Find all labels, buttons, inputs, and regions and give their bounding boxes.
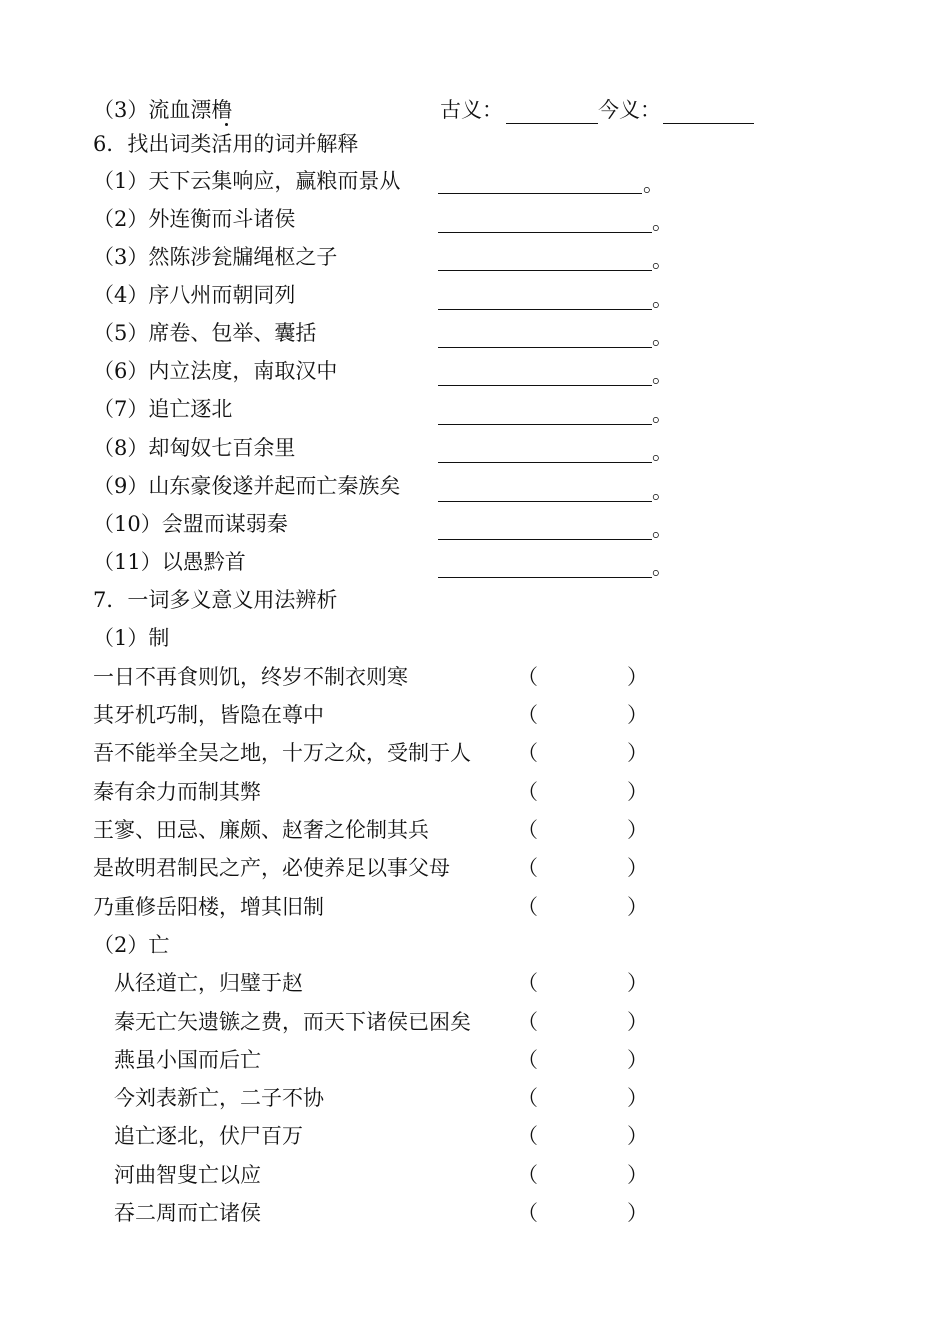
- answer-paren-open: （: [517, 818, 538, 842]
- q6-answer-blank-4[interactable]: [438, 309, 652, 310]
- q7-group-1-label: （1）制: [93, 626, 170, 650]
- q6-answer-blank-2[interactable]: [438, 232, 652, 233]
- q7-group-2-label: （2）亡: [93, 933, 170, 957]
- q6-item-10: （10）会盟而谋弱秦: [93, 512, 288, 536]
- q6-item-3: （3）然陈涉瓮牖绳枢之子: [93, 245, 338, 269]
- answer-paren-open: （: [517, 895, 538, 919]
- jin-yi-label: 今义：: [598, 98, 661, 122]
- q7-group-1-item-2: 其牙机巧制，皆隐在尊中: [93, 703, 324, 727]
- answer-paren-close: ）: [627, 1010, 648, 1034]
- q7-group-1-item-7: 乃重修岳阳楼，增其旧制: [93, 895, 324, 919]
- q6-title: 6．找出词类活用的词并解释: [93, 132, 359, 156]
- answer-paren-close: ）: [627, 741, 648, 765]
- q6-answer-blank-11[interactable]: [438, 577, 652, 578]
- q7-group-2-item-1: 从径道亡，归璧于赵: [114, 971, 303, 995]
- emphasis-dot: [225, 123, 228, 126]
- q7-title: 7．一词多义意义用法辨析: [93, 588, 338, 612]
- answer-paren-open: （: [517, 703, 538, 727]
- q6-answer-blank-8[interactable]: [438, 462, 652, 463]
- q6-period-2: 。: [652, 210, 673, 234]
- q6-period-4: 。: [652, 287, 673, 311]
- q7-group-2-item-2: 秦无亡矢遗镞之费，而天下诸侯已困矣: [114, 1010, 471, 1034]
- q6-period-9: 。: [652, 479, 673, 503]
- answer-paren-open: （: [517, 665, 538, 689]
- answer-paren-close: ）: [627, 856, 648, 880]
- q7-group-2-item-3: 燕虽小国而后亡: [114, 1048, 261, 1072]
- answer-paren-open: （: [517, 1124, 538, 1148]
- q6-period-7: 。: [652, 402, 673, 426]
- q6-answer-blank-1[interactable]: [438, 193, 642, 194]
- answer-paren-open: （: [517, 1163, 538, 1187]
- q7-group-2-item-4: 今刘表新亡，二子不协: [114, 1086, 324, 1110]
- answer-paren-open: （: [517, 856, 538, 880]
- answer-paren-close: ）: [627, 1124, 648, 1148]
- q6-answer-blank-3[interactable]: [438, 270, 652, 271]
- q7-group-2-item-5: 追亡逐北，伏尸百万: [114, 1124, 303, 1148]
- q6-item-9: （9）山东豪俊遂并起而亡秦族矣: [93, 474, 401, 498]
- q6-period-10: 。: [652, 517, 673, 541]
- answer-paren-close: ）: [627, 703, 648, 727]
- answer-paren-open: （: [517, 971, 538, 995]
- answer-paren-open: （: [517, 1048, 538, 1072]
- answer-paren-close: ）: [627, 1086, 648, 1110]
- q7-group-1-item-1: 一日不再食则饥，终岁不制衣则寒: [93, 665, 408, 689]
- q6-answer-blank-5[interactable]: [438, 347, 652, 348]
- answer-paren-close: ）: [627, 1163, 648, 1187]
- q6-item-6: （6）内立法度，南取汉中: [93, 359, 338, 383]
- q6-period-11: 。: [652, 555, 673, 579]
- q6-item-11: （11）以愚黔首: [93, 550, 246, 574]
- answer-paren-open: （: [517, 1086, 538, 1110]
- q6-answer-blank-6[interactable]: [438, 385, 652, 386]
- q6-answer-blank-10[interactable]: [438, 539, 652, 540]
- answer-paren-close: ）: [627, 971, 648, 995]
- q6-item-7: （7）追亡逐北: [93, 397, 233, 421]
- q6-period-8: 。: [652, 440, 673, 464]
- jin-yi-blank[interactable]: [663, 123, 754, 124]
- q7-group-1-item-6: 是故明君制民之产，必使养足以事父母: [93, 856, 450, 880]
- q6-item-8: （8）却匈奴七百余里: [93, 436, 296, 460]
- answer-paren-close: ）: [627, 1201, 648, 1225]
- q6-item-5: （5）席卷、包举、囊括: [93, 321, 317, 345]
- q7-group-1-item-3: 吾不能举全吴之地，十万之众，受制于人: [93, 741, 471, 765]
- answer-paren-close: ）: [627, 818, 648, 842]
- q6-item-4: （4）序八州而朝同列: [93, 283, 296, 307]
- q7-group-2-item-7: 吞二周而亡诸侯: [114, 1201, 261, 1225]
- answer-paren-open: （: [517, 780, 538, 804]
- answer-paren-close: ）: [627, 1048, 648, 1072]
- q7-group-1-item-5: 王寥、田忌、廉颇、赵奢之伦制其兵: [93, 818, 429, 842]
- q5-item-3-label: （3）流血漂橹: [93, 98, 233, 122]
- answer-paren-close: ）: [627, 895, 648, 919]
- q7-group-1-item-4: 秦有余力而制其弊: [93, 780, 261, 804]
- q6-period-6: 。: [652, 363, 673, 387]
- q6-period-1: 。: [643, 172, 664, 196]
- answer-paren-open: （: [517, 741, 538, 765]
- q6-period-5: 。: [652, 325, 673, 349]
- q6-item-2: （2）外连衡而斗诸侯: [93, 207, 296, 231]
- q6-period-3: 。: [652, 248, 673, 272]
- q6-item-1: （1）天下云集响应，赢粮而景从: [93, 169, 401, 193]
- answer-paren-close: ）: [627, 780, 648, 804]
- q6-answer-blank-9[interactable]: [438, 501, 652, 502]
- answer-paren-close: ）: [627, 665, 648, 689]
- q6-answer-blank-7[interactable]: [438, 424, 652, 425]
- q7-group-2-item-6: 河曲智叟亡以应: [114, 1163, 261, 1187]
- answer-paren-open: （: [517, 1010, 538, 1034]
- gu-yi-label: 古义：: [440, 98, 503, 122]
- answer-paren-open: （: [517, 1201, 538, 1225]
- gu-yi-blank[interactable]: [506, 123, 598, 124]
